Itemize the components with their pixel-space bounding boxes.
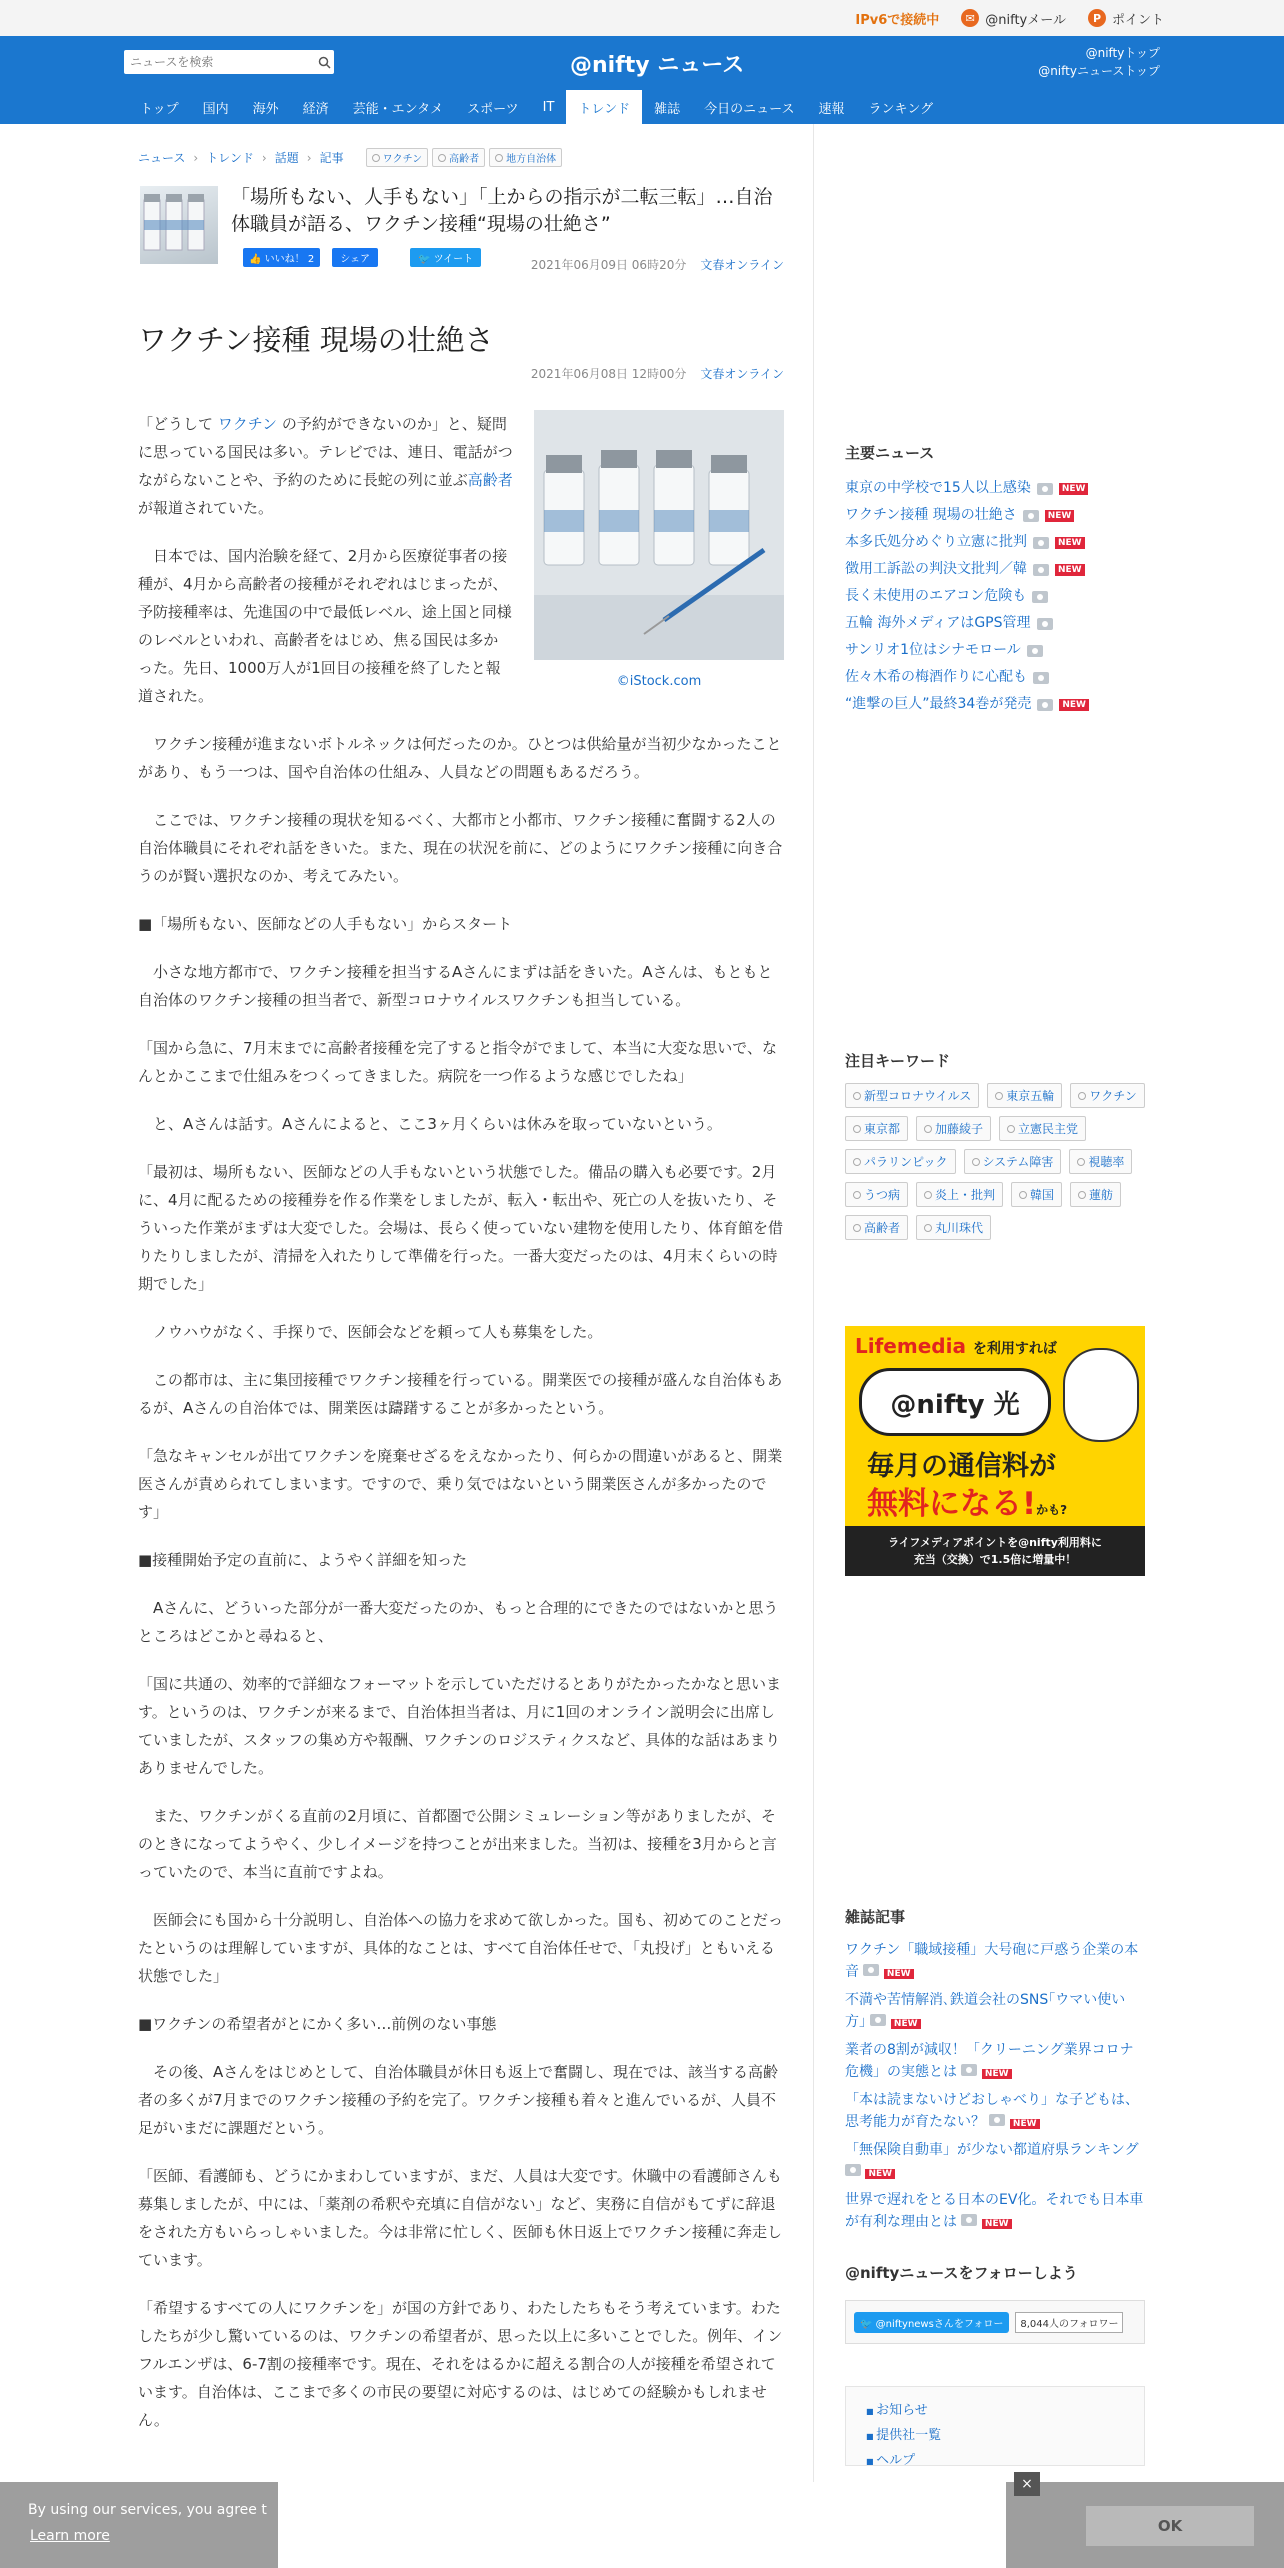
tag-icon [372, 154, 380, 162]
keyword-tag[interactable] [916, 1215, 991, 1240]
tag-icon [853, 1125, 861, 1133]
paragraph: 「医師、看護師も、どうにかまわしていますが、まだ、人員は大変です。休職中の看護師さんも募集しましたが、中には、「薬剤の希釈や充填に自信がない」など、実務に自信がもてずに辞退をされた方もいらっしゃいました。今は非常に忙しく、医師も休日返上でワクチン接種に奔走しています。 [138, 2167, 782, 2269]
keyword-list [845, 1083, 1145, 1240]
tag-icon [495, 154, 503, 162]
keyword-tag[interactable] [987, 1083, 1062, 1108]
paragraph [138, 410, 513, 522]
breadcrumb-topic[interactable]: 話題 [274, 151, 299, 165]
camera-icon [1037, 483, 1053, 495]
keyword-tag[interactable] [1070, 1182, 1121, 1207]
like-label: いいね！ 2 [264, 254, 315, 265]
twitter-follow-box [845, 2300, 1145, 2344]
keyword-tag[interactable] [845, 1083, 979, 1108]
global-nav [128, 90, 945, 124]
new-badge: NEW [891, 2019, 921, 2029]
mail-link-label: @niftyメール [985, 12, 1066, 28]
paragraph: 「希望するすべての人にワクチンを」が国の方針であり、わたしたちもそう考えています。わたしたちが少し驚いているのは、ワクチンの希望者が、思った以上に多いことでした。例年、インフルエンザは、6-7割の接種率です。現在、それをはるかに超える割合の人が接種を希望されています。自治体は、ここまで多くの市民の要望に対応するのは、はじめての経験かもしれません。 [138, 2299, 783, 2429]
keyword-tag[interactable] [845, 1116, 908, 1141]
consent-text: By using our services, you agree t [28, 2502, 267, 2518]
search-box [124, 50, 334, 74]
camera-icon [1037, 618, 1053, 630]
new-badge: NEW [865, 2169, 895, 2179]
column-divider [813, 124, 814, 2516]
tag-icon [1007, 1125, 1015, 1133]
tag-elderly[interactable] [432, 148, 485, 167]
new-badge: NEW [884, 1969, 914, 1979]
keyword-tag[interactable] [916, 1116, 991, 1141]
site-logo[interactable]: @nifty ニュース [570, 53, 745, 78]
breadcrumb-trend[interactable]: トレンド [206, 151, 254, 165]
tag-icon [1077, 1158, 1085, 1166]
keyword-label: システム障害 [982, 1155, 1054, 1169]
magazine-link[interactable]: 「無保険自動車」が少ない都道府県ランキング [845, 2142, 1139, 2158]
magazine-link[interactable]: 不満や苦情解消､鉄道会社のSNS｢ウマい使い方｣ [845, 1992, 1126, 2030]
source-article-title[interactable]: 「場所もない、人手もない」「上からの指示が二転三転」…自治体職員が語る、ワクチン接種“現場の壮絶さ” [231, 186, 773, 235]
nav-entertainment[interactable]: 芸能・エンタメ [352, 101, 444, 117]
main-news-list [845, 475, 1145, 718]
camera-icon [1033, 537, 1049, 549]
chevron-right-icon: › [193, 150, 199, 165]
keyword-label: 蓮舫 [1089, 1188, 1114, 1202]
text-span: の予約ができないのか」と、疑問に思っている国民は多い。テレビでは、連日、電話がつながらないことや、予約のために長蛇の列に並ぶ [138, 415, 513, 489]
search-icon[interactable] [314, 52, 334, 72]
chevron-right-icon: › [306, 150, 312, 165]
link-providers[interactable]: ■ 提供社一覧 [866, 2424, 1124, 2449]
keyword-label: 炎上・批判 [935, 1188, 996, 1202]
paragraph: 「急なキャンセルが出てワクチンを廃棄せざるをえなかったり、何らかの間違いがあると、開業医さんが責められてしまいます。ですので、乗り気ではないという開業医さんが多かったのです」 [138, 1447, 783, 1521]
paragraph: 「最初は、場所もない、医師などの人手もないという状態でした。備品の購入も必要です。2月に、4月に配るための接種券を作る作業をしましたが、転入・転出や、死亡の人を抜いたり、そういった作業がまずは大変でした。会場は、長らく使っていない建物を使用したり、体育館を借りたりしましたが、清掃を入れたりして準備を行った。一番大変だったのは、4月末くらいの時期でした」 [138, 1163, 784, 1293]
source-meta [531, 256, 784, 273]
paragraph: Aさんに、どういった部分が一番大変だったのか、もっと合理的にできたのではないかと思うところはどこかと尋ねると、 [138, 1599, 779, 1645]
tag-icon [995, 1092, 1003, 1100]
paragraph: その後、Aさんをはじめとして、自治体職員が休日も返上で奮闘し、現在では、該当する高齢者の多くが7月までのワクチン接種の予約を完了。ワクチン接種も着々と進んでいるが、人員不足がいまだに課題だという。 [138, 2063, 778, 2137]
keyword-label: 高齢者 [864, 1221, 901, 1235]
twitter-follow-button[interactable] [854, 2312, 1009, 2333]
camera-icon [961, 2214, 977, 2226]
tag-icon [924, 1125, 932, 1133]
header-links [1038, 44, 1160, 80]
nav-magazine[interactable]: 雑誌 [654, 101, 681, 117]
main-news-link[interactable]: ワクチン接種 現場の壮絶さ [845, 507, 1017, 523]
keyword-vaccine-link[interactable]: ワクチン [217, 415, 278, 433]
link-notice[interactable]: ■ お知らせ [866, 2399, 1124, 2424]
nifty-top-link[interactable]: @niftyトップ [1085, 46, 1160, 60]
keywords-section [845, 1050, 1145, 1240]
paragraph: と、Aさんは話す。Aさんによると、ここ3ヶ月くらいは休みを取っていないという。 [138, 1115, 722, 1133]
magazine-item[interactable] [845, 1989, 1145, 2033]
tweet-button[interactable] [410, 248, 481, 267]
mail-icon: ✉ [961, 9, 979, 27]
ad-line2-suffix: かも? [1036, 1503, 1068, 1517]
tag-icon [853, 1224, 861, 1232]
magazine-link[interactable]: ワクチン「職域接種」大号砲に戸惑う企業の本音 [845, 1942, 1139, 1980]
keyword-tag[interactable] [999, 1116, 1086, 1141]
point-link[interactable] [1088, 9, 1164, 28]
ad-pill: @nifty 光 [859, 1368, 1051, 1436]
tag-local-government[interactable] [489, 148, 562, 167]
nav-economy[interactable]: 経済 [302, 101, 329, 117]
mail-link[interactable] [961, 9, 1066, 28]
camera-icon [845, 2164, 861, 2176]
tag-icon [1078, 1092, 1086, 1100]
tag-icon [1078, 1191, 1086, 1199]
keyword-label: パラリンピック [864, 1155, 948, 1169]
tag-icon [853, 1092, 861, 1100]
main-news-link[interactable]: 徴用工訴訟の判決文批判／韓 [845, 561, 1027, 577]
camera-icon [961, 2064, 977, 2076]
magazine-link[interactable]: 「本は読まないけどおしゃべり」な子どもは、思考能力が育たない？ [845, 2092, 1139, 2130]
ad-brand [855, 1334, 1057, 1358]
camera-icon [989, 2114, 1005, 2126]
main-news-item[interactable] [845, 556, 1145, 583]
learn-more-link[interactable]: Learn more [30, 2528, 110, 2544]
magazine-item[interactable] [845, 2189, 1145, 2233]
tweet-label: ツイート [433, 254, 474, 265]
keyword-tag[interactable] [845, 1215, 908, 1240]
main-news-link[interactable]: 東京の中学校で15人以上感染 [845, 480, 1031, 496]
main-news-item[interactable] [845, 664, 1145, 691]
magazine-item[interactable] [845, 1939, 1145, 1983]
keyword-tag[interactable] [1070, 1083, 1144, 1108]
site-header [0, 36, 1284, 124]
paragraph: この都市は、主に集団接種でワクチン接種を行っている。開業医での接種が盛んな自治体もあるが、Aさんの自治体では、開業医は躊躇することが多かったという。 [138, 1371, 783, 1417]
lifemedia-ad-banner[interactable] [845, 1326, 1145, 1576]
main-news-item[interactable] [845, 475, 1145, 502]
nifty-news-top-link[interactable]: @niftyニューストップ [1038, 64, 1160, 78]
bottom-ad-overlay [278, 2482, 1006, 2568]
main-news-heading: 主要ニュース [845, 444, 935, 462]
share-bar [243, 248, 481, 267]
ad-foot-line1: ライフメディアポイントを@nifty利用料に [888, 1536, 1102, 1549]
keyword-label: 韓国 [1030, 1188, 1055, 1202]
new-badge: NEW [1059, 483, 1089, 495]
keyword-tag[interactable] [845, 1182, 908, 1207]
twitter-icon: 🐦 [418, 254, 434, 265]
follow-button-label: @niftynewsさんをフォロー [875, 2318, 1004, 2330]
nav-it[interactable]: IT [542, 99, 555, 115]
new-badge: NEW [982, 2219, 1012, 2229]
tag-icon [853, 1191, 861, 1199]
camera-icon [1023, 510, 1039, 522]
source-publisher[interactable]: 文春オンライン [700, 258, 784, 272]
camera-icon [1037, 699, 1053, 711]
article-publisher[interactable]: 文春オンライン [700, 367, 784, 381]
follow-section [845, 2262, 1078, 2283]
main-news-item[interactable] [845, 691, 1145, 718]
keyword-elderly-link[interactable]: 高齢者 [467, 471, 513, 489]
nav-ranking[interactable]: ランキング [868, 101, 934, 117]
camera-icon [863, 1964, 879, 1976]
camera-icon [1027, 645, 1043, 657]
camera-icon [1032, 591, 1048, 603]
section-heading: ■ワクチンの希望者がとにかく多い…前例のない事態 [138, 2015, 497, 2033]
article-meta [531, 365, 784, 382]
footer-links [845, 2386, 1145, 2466]
keyword-tag[interactable] [845, 1149, 956, 1174]
twitter-icon: 🐦 [860, 2318, 876, 2330]
paragraph: ここでは、ワクチン接種の現状を知るべく、大都市と小都市、ワクチン接種に奮闘する2人の自治体職員にそれぞれ話をきいた。また、現在の状況を前に、どのようにワクチン接種に向き合うのが賢い選択なのか、考えてみたい。 [138, 811, 783, 885]
main-news-link[interactable]: 佐々木希の梅酒作りに心配も [845, 669, 1027, 685]
paragraph: ノウハウがなく、手探りで、医師会などを頼って人も募集をした。 [138, 1323, 603, 1341]
keyword-label: 東京五輪 [1006, 1089, 1055, 1103]
tag-icon [972, 1158, 980, 1166]
article-date: 2021年06月08日 12時00分 [530, 367, 687, 381]
top-utility-bar [0, 0, 1284, 37]
breadcrumb [138, 148, 562, 167]
magazine-heading: 雑誌記事 [845, 1908, 906, 1926]
paragraph: また、ワクチンがくる直前の2月頃に、首都圏で公開シミュレーション等がありましたが、そのときになってようやく、少しイメージを持つことが出来ました。当初は、接種を3月からと言っていたので、本当に直前ですよね。 [138, 1807, 777, 1881]
ad-foot-line2: 充当（交換）で1.5倍に増量中！ [913, 1553, 1077, 1566]
keyword-label: 視聴率 [1088, 1155, 1125, 1169]
tag-label: 高齢者 [449, 154, 480, 165]
close-icon[interactable]: × [1014, 2472, 1040, 2496]
keyword-tag[interactable] [1011, 1182, 1062, 1207]
paragraph: 「国に共通の、効率的で詳細なフォーマットを示していただけるとありがたかったかなと思います。というのは、ワクチンが来るまで、自治体担当者は、月に1回のオンライン説明会に出席していましたが、スタッフの集め方や報酬、ワクチンのロジスティクスなど、具体的な話はあまりありませんでした。 [138, 1675, 782, 1777]
image-caption: ©iStock.com [616, 674, 702, 689]
camera-icon [1033, 672, 1049, 684]
point-link-label: ポイント [1111, 12, 1164, 28]
keyword-label: 新型コロナウイルス [864, 1089, 972, 1103]
breadcrumb-article[interactable]: 記事 [319, 151, 344, 165]
magazine-item[interactable] [845, 2089, 1145, 2133]
new-badge: NEW [1059, 699, 1089, 711]
paragraph: 小さな地方都市で、ワクチン接種を担当するAさんにまずは話をきいた。Aさんは、もともと自治体のワクチン接種の担当者で、新型コロナウイルスワクチンも担当している。 [138, 963, 773, 1009]
tag-icon [924, 1191, 932, 1199]
ad-footer [845, 1526, 1145, 1576]
source-date: 2021年06月09日 06時20分 [530, 258, 687, 272]
nav-today[interactable]: 今日のニュース [704, 101, 795, 117]
new-badge: NEW [982, 2069, 1012, 2079]
paragraph: ワクチン接種が進まないボトルネックは何だったのか。ひとつは供給量が当初少なかったことがあり、もう一つは、国や自治体の仕組み、人員などの問題もあるだろう。 [138, 735, 782, 781]
section-heading: ■「場所もない、医師などの人手もない」からスタート [138, 915, 513, 933]
ad-brand-name: Lifemedia [855, 1334, 966, 1358]
ad-brand-suffix: を利用すれば [972, 1341, 1057, 1357]
main-news-link[interactable]: 五輪 海外メディアはGPS管理 [845, 615, 1031, 631]
main-news-item[interactable] [845, 583, 1145, 610]
keyword-label: ワクチン [1089, 1089, 1137, 1103]
camera-icon [1033, 564, 1049, 576]
ad-line2 [867, 1478, 1067, 1523]
text-span: 「どうして [138, 415, 218, 433]
main-news-link[interactable]: 本多氏処分めぐり立憲に批判 [845, 534, 1027, 550]
keyword-label: 加藤綾子 [935, 1122, 984, 1136]
paragraph: 「国から急に、7月末までに高齢者接種を完了すると指令がでまして、本当に大変な思いで、なんとかここまで仕組みをつくってきました。病院を一つ作るような感じでしたね」 [138, 1039, 777, 1085]
keyword-tag[interactable] [916, 1182, 1003, 1207]
article-title: ワクチン接種 現場の壮絶さ [138, 323, 494, 357]
camera-icon [870, 2014, 886, 2026]
keywords-heading: 注目キーワード [845, 1052, 951, 1070]
tag-icon [853, 1158, 861, 1166]
keyword-tag[interactable] [964, 1149, 1062, 1174]
main-news-link[interactable]: “進撃の巨人”最終34巻が発売 [845, 696, 1032, 712]
breadcrumb-tags [366, 148, 563, 167]
new-badge: NEW [1055, 537, 1085, 549]
keyword-label: 東京都 [864, 1122, 901, 1136]
new-badge: NEW [1045, 510, 1075, 522]
new-badge: NEW [1055, 564, 1085, 576]
main-news-link[interactable]: サンリオ1位はシナモロール [845, 642, 1021, 658]
tag-label: 地方自治体 [506, 154, 557, 165]
point-icon: P [1088, 9, 1106, 27]
magazine-section [845, 1906, 1145, 2239]
search-input[interactable] [124, 51, 314, 73]
nav-sports[interactable]: スポーツ [467, 101, 519, 117]
tag-label: ワクチン [382, 154, 423, 165]
nav-domestic[interactable]: 国内 [202, 101, 229, 117]
paragraph: 医師会にも国から十分説明し、自治体への協力を求めて欲しかった。国も、初めてのことだったというのは理解していますが、具体的なことは、すべて自治体任せで、「丸投げ」ともいえる状態でした」 [138, 1911, 784, 1985]
text-span: が報道されていた。 [138, 499, 274, 517]
magazine-item[interactable] [845, 2039, 1145, 2083]
share-button[interactable]: シェア [332, 248, 378, 267]
magazine-item[interactable] [845, 2139, 1145, 2183]
tag-vaccine[interactable] [366, 148, 429, 167]
utility-links [855, 0, 1164, 36]
main-news-item[interactable] [845, 529, 1145, 556]
keyword-label: 丸川珠代 [935, 1221, 984, 1235]
tag-icon [924, 1224, 932, 1232]
sheep-mascot-icon [1063, 1348, 1139, 1442]
consent-ok-button[interactable]: OK [1086, 2506, 1254, 2546]
magazine-list [845, 1939, 1145, 2233]
nav-top[interactable]: トップ [140, 101, 179, 117]
source-thumbnail[interactable] [140, 186, 218, 264]
paragraph: 日本では、国内治験を経て、2月から医療従事者の接種が、4月から高齢者の接種がそれぞれはじまったが、予防接種率は、先進国の中で最低レベル、途上国と同様のレベルといわれ、高齢者をはじめ、焦る国民は多かった。先日、1000万人が1回目の接種を終了したと報道された。 [138, 547, 512, 705]
keyword-label: うつ病 [864, 1188, 901, 1202]
link-help[interactable]: ■ ヘルプ [866, 2449, 1124, 2474]
main-news-section [845, 442, 1145, 718]
keyword-label: 立憲民主党 [1018, 1122, 1079, 1136]
nav-trend[interactable]: トレンド [566, 90, 642, 124]
main-news-item[interactable] [845, 610, 1145, 637]
magazine-link[interactable]: 世界で遅れをとる日本のEV化。それでも日本車が有利な理由とは [845, 2192, 1144, 2230]
new-badge: NEW [1010, 2119, 1040, 2129]
keyword-tag[interactable] [1069, 1149, 1132, 1174]
tag-icon [1019, 1191, 1027, 1199]
article-body [138, 410, 784, 2454]
magazine-link[interactable]: 業者の8割が減収！「クリーニング業界コロナ危機」の実態とは [845, 2042, 1134, 2080]
breadcrumb-news[interactable]: ニュース [138, 151, 186, 165]
like-button[interactable]: 👍 いいね！ 2 [243, 248, 320, 267]
ipv6-status: IPv6で接続中 [855, 12, 940, 28]
ad-line1: 毎月の通信料が [867, 1451, 1056, 1482]
main-news-item[interactable] [845, 502, 1145, 529]
tag-icon [438, 154, 446, 162]
main-news-link[interactable]: 長く未使用のエアコン危険も [845, 588, 1027, 604]
nav-overseas[interactable]: 海外 [252, 101, 279, 117]
section-heading: ■接種開始予定の直前に、ようやく詳細を知った [138, 1551, 468, 1569]
ad-line2-main: 無料になる! [867, 1486, 1037, 1522]
nav-breaking[interactable]: 速報 [818, 101, 845, 117]
chevron-right-icon: › [261, 150, 267, 165]
follow-heading: @niftyニュースをフォローしよう [845, 2264, 1078, 2282]
follower-count: 8,044人のフォロワー [1015, 2312, 1123, 2333]
main-news-item[interactable] [845, 637, 1145, 664]
